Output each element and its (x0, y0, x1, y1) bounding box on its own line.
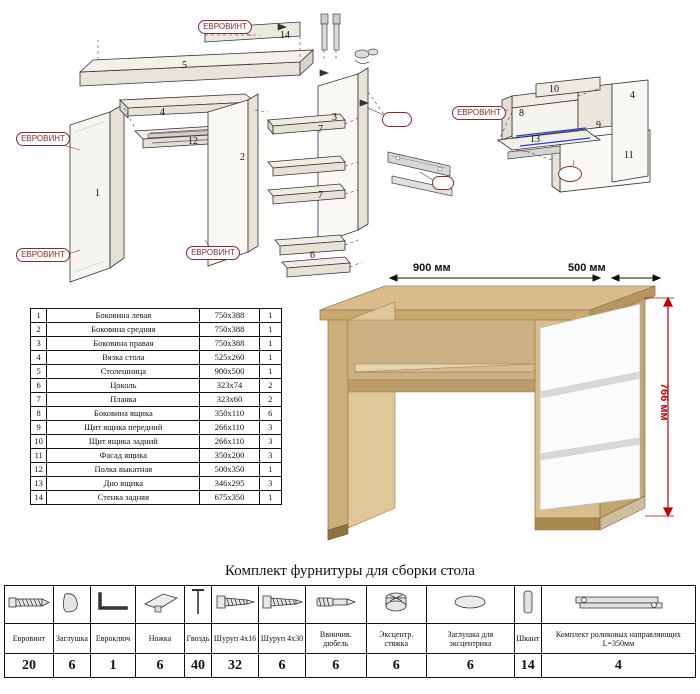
part-number-11: 11 (624, 150, 634, 161)
exploded-assembly-diagram (0, 0, 700, 290)
parts-cell-n: 9 (31, 421, 47, 435)
fittings-table (4, 585, 696, 678)
fitting-count-3: 6 (136, 654, 185, 678)
parts-cell-size: 675x350 (200, 491, 259, 505)
parts-cell-size: 323x60 (200, 393, 259, 407)
table-row (31, 323, 282, 337)
parts-cell-name: Цоколь (47, 379, 200, 393)
dimension-depth-label: 500 мм (568, 262, 606, 274)
fitting-name-0: Евровинт (5, 624, 54, 654)
parts-cell-size: 900x500 (200, 365, 259, 379)
parts-cell-name: Щит ящика задний (47, 435, 200, 449)
parts-cell-n: 4 (31, 351, 47, 365)
parts-cell-size: 266x110 (200, 435, 259, 449)
parts-cell-size: 750x388 (200, 309, 259, 323)
callout-label: ЕВРОВИНТ (21, 250, 65, 259)
exploded-view-drawing (0, 0, 700, 290)
parts-cell-qty: 3 (259, 477, 281, 491)
parts-cell-qty: 1 (259, 351, 281, 365)
fitting-count-4: 40 (185, 654, 212, 678)
fitting-icon-eccentric-tie (366, 586, 427, 624)
parts-cell-n: 8 (31, 407, 47, 421)
fitting-count-5: 32 (212, 654, 259, 678)
fitting-name-9: Заглушка для эксцентрика (427, 624, 515, 654)
parts-cell-size: 350x110 (200, 407, 259, 421)
table-row (31, 309, 282, 323)
parts-cell-n: 6 (31, 379, 47, 393)
fitting-name-2: Евроключ (91, 624, 136, 654)
parts-cell-n: 2 (31, 323, 47, 337)
parts-cell-n: 14 (31, 491, 47, 505)
part-number-9: 9 (596, 120, 601, 131)
parts-cell-qty: 1 (259, 323, 281, 337)
dimension-height-label: 766 мм (658, 383, 670, 421)
table-row (31, 337, 282, 351)
part-number-2: 2 (240, 152, 245, 163)
part-number-4: 4 (160, 107, 165, 118)
table-row (31, 351, 282, 365)
fitting-name-7: Ввинчив. дюбель (306, 624, 367, 654)
part-number-5: 5 (182, 60, 187, 71)
parts-cell-qty: 3 (259, 435, 281, 449)
fitting-icon-screw-4x16 (212, 586, 259, 624)
callout-label: ЕВРОВИНТ (457, 108, 501, 117)
fitting-icon-drawer-slides (541, 586, 695, 624)
parts-cell-name: Боковина ящика (47, 407, 200, 421)
parts-cell-qty: 1 (259, 463, 281, 477)
fittings-names-row (5, 624, 696, 654)
parts-cell-qty: 1 (259, 309, 281, 323)
callout-hardware-5 (382, 112, 412, 127)
callout-euroscrew-2 (16, 248, 70, 262)
parts-cell-size: 350x200 (200, 449, 259, 463)
part-number-12: 12 (188, 136, 198, 147)
fitting-count-8: 6 (366, 654, 427, 678)
fitting-name-5: Шуруп 4х16 (212, 624, 259, 654)
parts-cell-n: 5 (31, 365, 47, 379)
parts-cell-size: 750x388 (200, 323, 259, 337)
fitting-name-3: Ножка (136, 624, 185, 654)
fitting-name-10: Шкант (514, 624, 541, 654)
parts-list-table (30, 308, 282, 505)
parts-cell-name: Щит ящика передний (47, 421, 200, 435)
table-row (31, 491, 282, 505)
parts-cell-size: 323x74 (200, 379, 259, 393)
fitting-count-6: 6 (259, 654, 306, 678)
parts-cell-n: 3 (31, 337, 47, 351)
parts-cell-name: Боковина левая (47, 309, 200, 323)
callout-euroscrew-4 (198, 20, 252, 34)
fitting-icon-cap-plug (54, 586, 91, 624)
callout-label: ЕВРОВИНТ (21, 134, 65, 143)
fittings-icons-row (5, 586, 696, 624)
parts-cell-size: 346x295 (200, 477, 259, 491)
parts-cell-n: 12 (31, 463, 47, 477)
parts-cell-size: 525x260 (200, 351, 259, 365)
fitting-icon-eccentric-cap (427, 586, 515, 624)
fitting-icon-screw-4x30 (259, 586, 306, 624)
parts-cell-qty: 2 (259, 379, 281, 393)
fittings-title: Комплект фурнитуры для сборки стола (225, 563, 475, 579)
part-number-8: 8 (519, 108, 524, 119)
fitting-count-10: 14 (514, 654, 541, 678)
parts-cell-qty: 2 (259, 393, 281, 407)
fitting-name-8: Эксцентр. стяжка (366, 624, 427, 654)
parts-cell-n: 10 (31, 435, 47, 449)
parts-cell-name: Планка (47, 393, 200, 407)
callout-euroscrew-1 (16, 132, 70, 146)
assembled-desk-render (300, 262, 690, 558)
table-row (31, 463, 282, 477)
callout-label: ЕВРОВИНТ (191, 248, 235, 257)
fitting-icon-nail (185, 586, 212, 624)
fitting-icon-screw-in-dowel (306, 586, 367, 624)
parts-cell-size: 500x350 (200, 463, 259, 477)
part-number-4b: 4 (630, 90, 635, 101)
table-row (31, 365, 282, 379)
parts-cell-name: Стенка задняя (47, 491, 200, 505)
fitting-count-0: 20 (5, 654, 54, 678)
part-number-14: 14 (280, 30, 290, 41)
parts-cell-qty: 3 (259, 421, 281, 435)
parts-cell-qty: 3 (259, 449, 281, 463)
fitting-name-6: Шуруп 4х30 (259, 624, 306, 654)
parts-cell-n: 1 (31, 309, 47, 323)
parts-cell-n: 11 (31, 449, 47, 463)
part-number-7b: 7 (318, 190, 323, 201)
parts-cell-qty: 1 (259, 365, 281, 379)
fitting-name-1: Заглушка (54, 624, 91, 654)
fitting-name-4: Гвоздь (185, 624, 212, 654)
parts-cell-name: Дно ящика (47, 477, 200, 491)
callout-circle-marker (558, 166, 582, 182)
parts-cell-n: 7 (31, 393, 47, 407)
dimension-width-label: 900 мм (413, 262, 451, 274)
parts-cell-name: Фасад ящика (47, 449, 200, 463)
parts-cell-name: Боковина правая (47, 337, 200, 351)
fitting-icon-dowel (514, 586, 541, 624)
fitting-icon-allen-key (91, 586, 136, 624)
callout-hardware-6 (432, 176, 454, 190)
fitting-name-11: Комплект роликовых направляющих L=350мм (541, 624, 695, 654)
parts-cell-n: 13 (31, 477, 47, 491)
callout-euroscrew-5 (452, 106, 506, 120)
parts-cell-name: Полка выкатная (47, 463, 200, 477)
fitting-icon-euro-screw (5, 586, 54, 624)
fitting-count-7: 6 (306, 654, 367, 678)
table-row (31, 407, 282, 421)
table-row (31, 435, 282, 449)
fitting-count-1: 6 (54, 654, 91, 678)
parts-cell-name: Вязка стола (47, 351, 200, 365)
part-number-3: 3 (332, 112, 337, 123)
fitting-count-2: 1 (91, 654, 136, 678)
part-number-13: 13 (530, 134, 540, 145)
callout-euroscrew-3 (186, 246, 240, 260)
part-number-10: 10 (549, 84, 559, 95)
fittings-counts-row (5, 654, 696, 678)
table-row (31, 379, 282, 393)
parts-cell-size: 750x388 (200, 337, 259, 351)
table-row (31, 393, 282, 407)
fitting-count-9: 6 (427, 654, 515, 678)
parts-cell-name: Столешница (47, 365, 200, 379)
fitting-icon-furniture-foot (136, 586, 185, 624)
parts-list-body (31, 309, 282, 505)
parts-cell-qty: 6 (259, 407, 281, 421)
table-row (31, 477, 282, 491)
part-number-1: 1 (95, 188, 100, 199)
parts-cell-qty: 1 (259, 337, 281, 351)
desk-drawing (300, 268, 690, 558)
parts-cell-name: Боковина средняя (47, 323, 200, 337)
fitting-count-11: 4 (541, 654, 695, 678)
table-row (31, 421, 282, 435)
part-number-7: 7 (318, 124, 323, 135)
parts-cell-size: 266x110 (200, 421, 259, 435)
table-row (31, 449, 282, 463)
part-number-6: 6 (310, 250, 315, 261)
callout-label: ЕВРОВИНТ (203, 22, 247, 31)
parts-cell-qty: 1 (259, 491, 281, 505)
